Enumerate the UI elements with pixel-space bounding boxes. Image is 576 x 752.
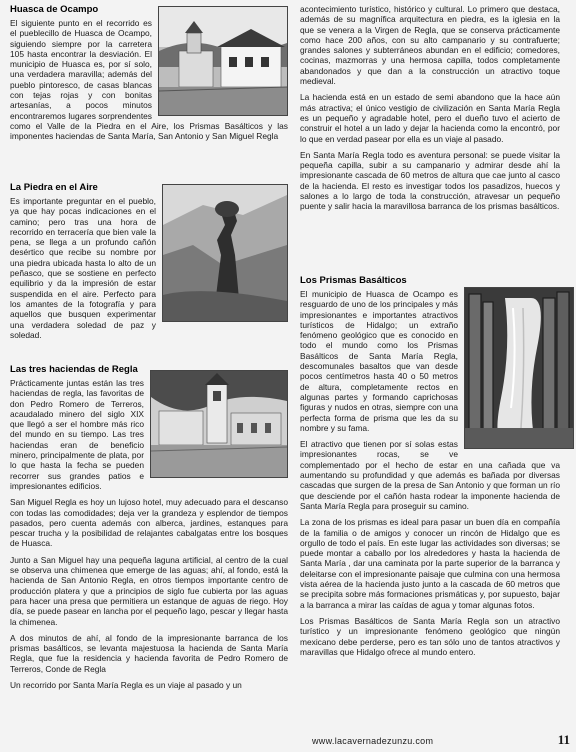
section-title: La Piedra en el Aire xyxy=(10,182,98,193)
footer-website[interactable]: www.lacavernadezunzu.com xyxy=(312,736,434,746)
paragraph: En Santa María Regla todo es aventura personal: se puede visitar la pequeña capilla, subir a su campanario y admirar desde ahí la impresionante cascada de 60 metros de altura que cae junto al casco de la hacienda. El resto es investigar todos los pasadizos, huecos y salones a lo largo de toda la construcción, atravesar un pequeño puente y salir hacia la maravillosa barranca de los prismas basálticos. xyxy=(300,149,560,212)
paragraph: La zona de los prismas es ideal para pasar un buen día en compañía de la familia o de amigos y conocer un rincón de Hidalgo que es orgullo de todo el país. En este lugar las actividades son diversas; se puede montar a caballo por los alrededores y hasta la hacienda de Santa María , dar una caminata por la parte superior de la barranca y deleitarse con el impresionante paisaje que culmina con una hermosa vista aérea de la hacienda justo junto a la cascada de 60 metros que se precipita sobre más formaciones prismáticas y, por supuesto, bajar a la barranca a mirar las caídas de agua y tomar algunas fotos. xyxy=(300,517,560,610)
section-title: Los Prismas Basálticos xyxy=(300,275,407,286)
paragraph: acontecimiento turístico, histórico y cultural. Lo primero que destaca, además de su magnífica arquitectura en piedra, es la iglesia en la que se venera a la Virgen de Regla, que se conserva prácticamente como hace 200 años, con su alto campanario y su contrafuerte; grandes salones y subterráneos abundan en el edificio; comedores, cocinas, mazmorras y una hermosa capilla, todos completamente abandonados y que dan a la construcción un atractivo toque medieval. xyxy=(300,4,560,87)
section-title: Las tres haciendas de Regla xyxy=(10,364,138,375)
page-number: 11 xyxy=(557,732,570,747)
paragraph: El municipio de Huasca de Ocampo es resguardo de uno de los principales y más impresionantes e importantes atractivos turísticos de Hidalgo; un extraño fenómeno geológico que es conocido en todo el mundo como los Prismas Basálticos de Santa María Regla, descomunales basaltos que van desde pocos centímetros hasta 40 o 50 metros de altura, completamente rectos en algunas partes y formando caprichosas figuras y nudos en otras, siempre con una perfecta forma de prisma que les da su nombre y su fama. xyxy=(300,289,458,433)
paragraph: El atractivo que tienen por sí solas estas impresionantes rocas, se ve complementado por el hecho de estar en una cañada que va aumentando su profundidad y que además es bañada por diversas cascadas que surgen de la presa de San Antonio y que forman un río que desciende por el cañón hasta rodear la imponente hacienda de Santa María Regla para proseguir su camino. xyxy=(300,439,560,511)
paragraph: A dos minutos de ahí, al fondo de la impresionante barranca de los prismas basálticos, se levanta majestuosa la hacienda de Santa María Regla, que fue la residencia y hacienda favorita de Pedro Romero de Terreros, Conde de Regla xyxy=(10,632,288,674)
section-huasca xyxy=(10,4,288,148)
paragraph: Junto a San Miguel hay una pequeña laguna artificial, al centro de la cual se observa una chimenea que emerge de las aguas; ahí, al fondo, está la hacienda de San Antonio Regla, en otros tiempos importante centro de producción platera y que a principios de siglo fue cubierta por las aguas para hacer una presa que permitiera un estanque de aguas de riego. Hoy día, se puede pasear en lancha por el pequeño lago, pescar y llegar hasta la chimenea. xyxy=(10,554,288,627)
paragraph: San Miguel Regla es hoy un lujoso hotel, muy adecuado para el descanso con todas las comodidades; deja ver la grandeza y esplendor de tiempos pasados, pero cuenta además con alberca, jardines, estanques para pescar trucha y la posibilidad de relajantes cabalgatas entre los bosques de Huasca. xyxy=(10,497,288,549)
photo-piedra-en-el-aire xyxy=(162,184,288,322)
paragraph: La hacienda está en un estado de semi abandono que la hace aún más atractiva; el único vestigio de civilización en Santa María Regla es un pequeño y agradable hotel, pero el dueño tuvo el acierto de construir el hotel a un lado y dejar la hacienda como la encontró, por lo que en verdad pasear por ella es un viaje al pasado. xyxy=(300,92,560,144)
paragraph: Es importante preguntar en el pueblo, ya que hay pocas indicaciones en el camino; pero tras una hora de recorrido en terracería que bien vale la pena, se llega a un profundo cañón desértico que recibe su nombre por una piedra ubicada hasta lo alto de un peñasco, que se sostiene en perfecto equilibrio y da la impresión de estar suspendida en el aire. Perfecto para los amantes de la fotografía y para aquellos que busquen experimentar una verdadera soledad de paz y soledad. xyxy=(10,196,156,340)
paragraph: Prácticamente juntas están las tres haciendas de regla, las favoritas de don Pedro Romero de Terreros, acaudalado minero del siglo XIX que llegó a ser el hombre más rico del mundo en su tiempo. Las tres haciendas eran de beneficio minero, principalmente de plata, por lo que hasta la fecha se pueden recorrer sus grandes patios e impresionantes edificios. xyxy=(10,378,144,491)
section-title: Huasca de Ocampo xyxy=(10,4,99,15)
section-santa-maria xyxy=(300,4,560,218)
photo-huasca-church xyxy=(158,6,288,116)
section-prismas xyxy=(300,275,560,663)
photo-hacienda-regla xyxy=(150,370,288,478)
paragraph: Un recorrido por Santa María Regla es un viaje al pasado y un xyxy=(10,680,242,691)
photo-prismas-basalticos xyxy=(464,287,574,449)
paragraph: El siguiente punto en el recorrido es el pueblecillo de Huasca de Ocampo, siguiendo siempre por la carretera 105 hasta encontrar la desviación. El municipio de Huasca es, por sí solo, una verdadera maravilla; además del pueblo pintoresco, de casas blancas con tejas rojas y con bonitas artesanías, a pocos minutos encontraremos lugares sorprendentes como el Valle de la Piedra en el Aire, los Prismas Basálticos y las imponentes haciendas de Santa María, San Antonio y San Miguel Regla xyxy=(10,18,288,142)
section-piedra xyxy=(10,182,288,346)
paragraph: Los Prismas Basálticos de Santa María Regla son un atractivo turístico y un impresionante fenómeno geológico que ningún mexicano debe perderse, pero es tan sólo uno de tantos atractivos y maravillas que Hidalgo ofrece al mundo entero. xyxy=(300,615,560,657)
section-haciendas xyxy=(10,364,288,696)
